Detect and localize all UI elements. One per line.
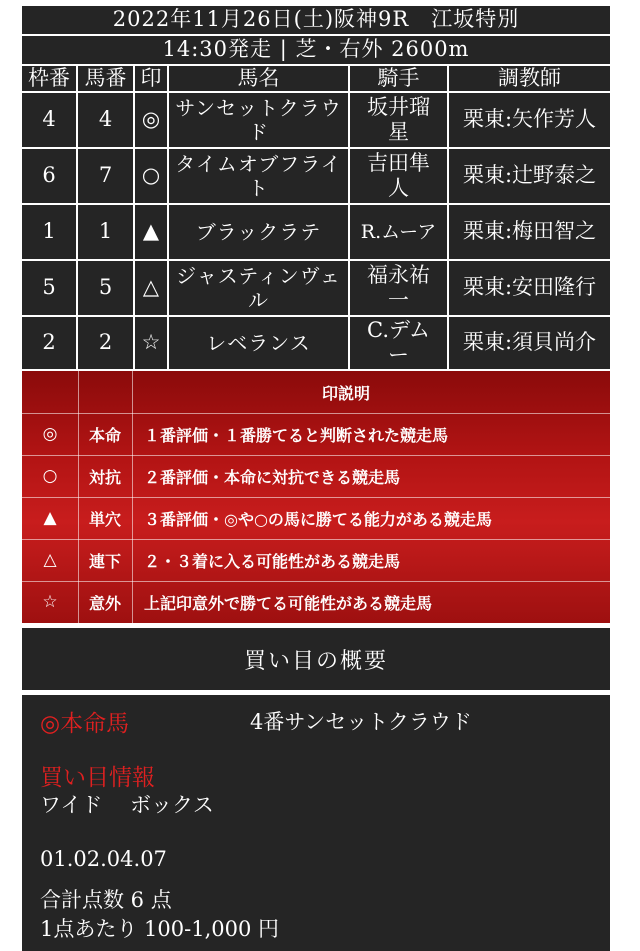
legend-symbol-honmei: ◎ [42,424,58,444]
header-waku: 枠番 [22,66,76,91]
row2-mark: ○ [135,149,167,203]
honmei-value: 4番サンセットクラウド [250,710,472,734]
bet-numbers: 01.02.04.07 [40,847,167,871]
row2-horse-name[interactable]: タイムオブフライト [169,149,348,203]
header-mark: 印 [135,66,167,91]
row5-mark: ☆ [135,317,167,369]
honmei-label: ◎本命馬 [40,711,130,737]
row3-horse-name[interactable]: ブラックラテ [169,205,348,259]
race-subtitle: 14:30発走 | 芝・右外 2600m [22,36,610,64]
row4-mark: △ [135,261,167,315]
header-jockey: 騎手 [350,66,447,91]
legend-title: 印説明 [321,383,370,403]
row1-trainer: 栗東:矢作芳人 [449,93,610,147]
row3-trainer: 栗東:梅田智之 [449,205,610,259]
row4-trainer: 栗東:安田隆行 [449,261,610,315]
row5-waku: 2 [22,317,76,369]
row3-mark: ▲ [135,205,167,259]
header-horse-name: 馬名 [169,66,348,91]
legend-symbol-taikou: ○ [42,466,58,486]
row1-jockey: 坂井瑠星 [350,93,447,147]
row1-umaban: 4 [78,93,133,147]
legend-symbol-tanana: ▲ [43,508,57,528]
row2-waku: 6 [22,149,76,203]
mark-legend [22,371,610,623]
row5-umaban: 2 [78,317,133,369]
betting-info-label: 買い目情報 [40,765,155,791]
row1-waku: 4 [22,93,76,147]
legend-key-taikou: 対抗 [88,467,121,487]
row4-jockey: 福永祐一 [350,261,447,315]
betting-info-panel [22,695,610,951]
row4-umaban: 5 [78,261,133,315]
row2-umaban: 7 [78,149,133,203]
row1-horse-name[interactable]: サンセットクラウド [169,93,348,147]
row2-trainer: 栗東:辻野泰之 [449,149,610,203]
legend-desc-honmei: １番評価・１番勝てると判断された競走馬 [144,425,449,445]
row3-umaban: 1 [78,205,133,259]
bet-type: ワイド ボックス [40,793,214,817]
row5-trainer: 栗東:須貝尚介 [449,317,610,369]
legend-symbol-igai: ☆ [42,592,58,612]
summary-heading: 買い目の概要 [22,628,610,690]
race-title: 2022年11月26日(土)阪神9R 江坂特別 [22,6,610,34]
legend-desc-tanana: ３番評価・◎や○の馬に勝てる能力がある競走馬 [144,509,492,529]
legend-symbol-renka: △ [43,550,57,570]
legend-desc-taikou: ２番評価・本命に対抗できる競走馬 [144,467,401,487]
row4-waku: 5 [22,261,76,315]
row3-jockey: R.ムーア [350,205,447,259]
row2-jockey: 吉田隼人 [350,149,447,203]
legend-key-honmei: 本命 [88,425,121,445]
header-trainer: 調教師 [449,66,610,91]
row4-horse-name[interactable]: ジャスティンヴェル [169,261,348,315]
legend-desc-renka: ２・３着に入る可能性がある競走馬 [144,551,401,571]
legend-key-tanana: 単穴 [88,509,121,529]
legend-key-renka: 連下 [88,551,121,571]
row3-waku: 1 [22,205,76,259]
header-umaban: 馬番 [78,66,133,91]
row5-jockey: C.デムー [350,317,447,369]
per-point-amount: 1点あたり 100-1,000 円 [40,917,280,941]
legend-key-igai: 意外 [88,593,121,613]
total-points: 合計点数 6 点 [40,888,172,912]
row1-mark: ◎ [135,93,167,147]
legend-desc-igai: 上記印意外で勝てる可能性がある競走馬 [144,593,433,613]
row5-horse-name[interactable]: レベランス [169,317,348,369]
